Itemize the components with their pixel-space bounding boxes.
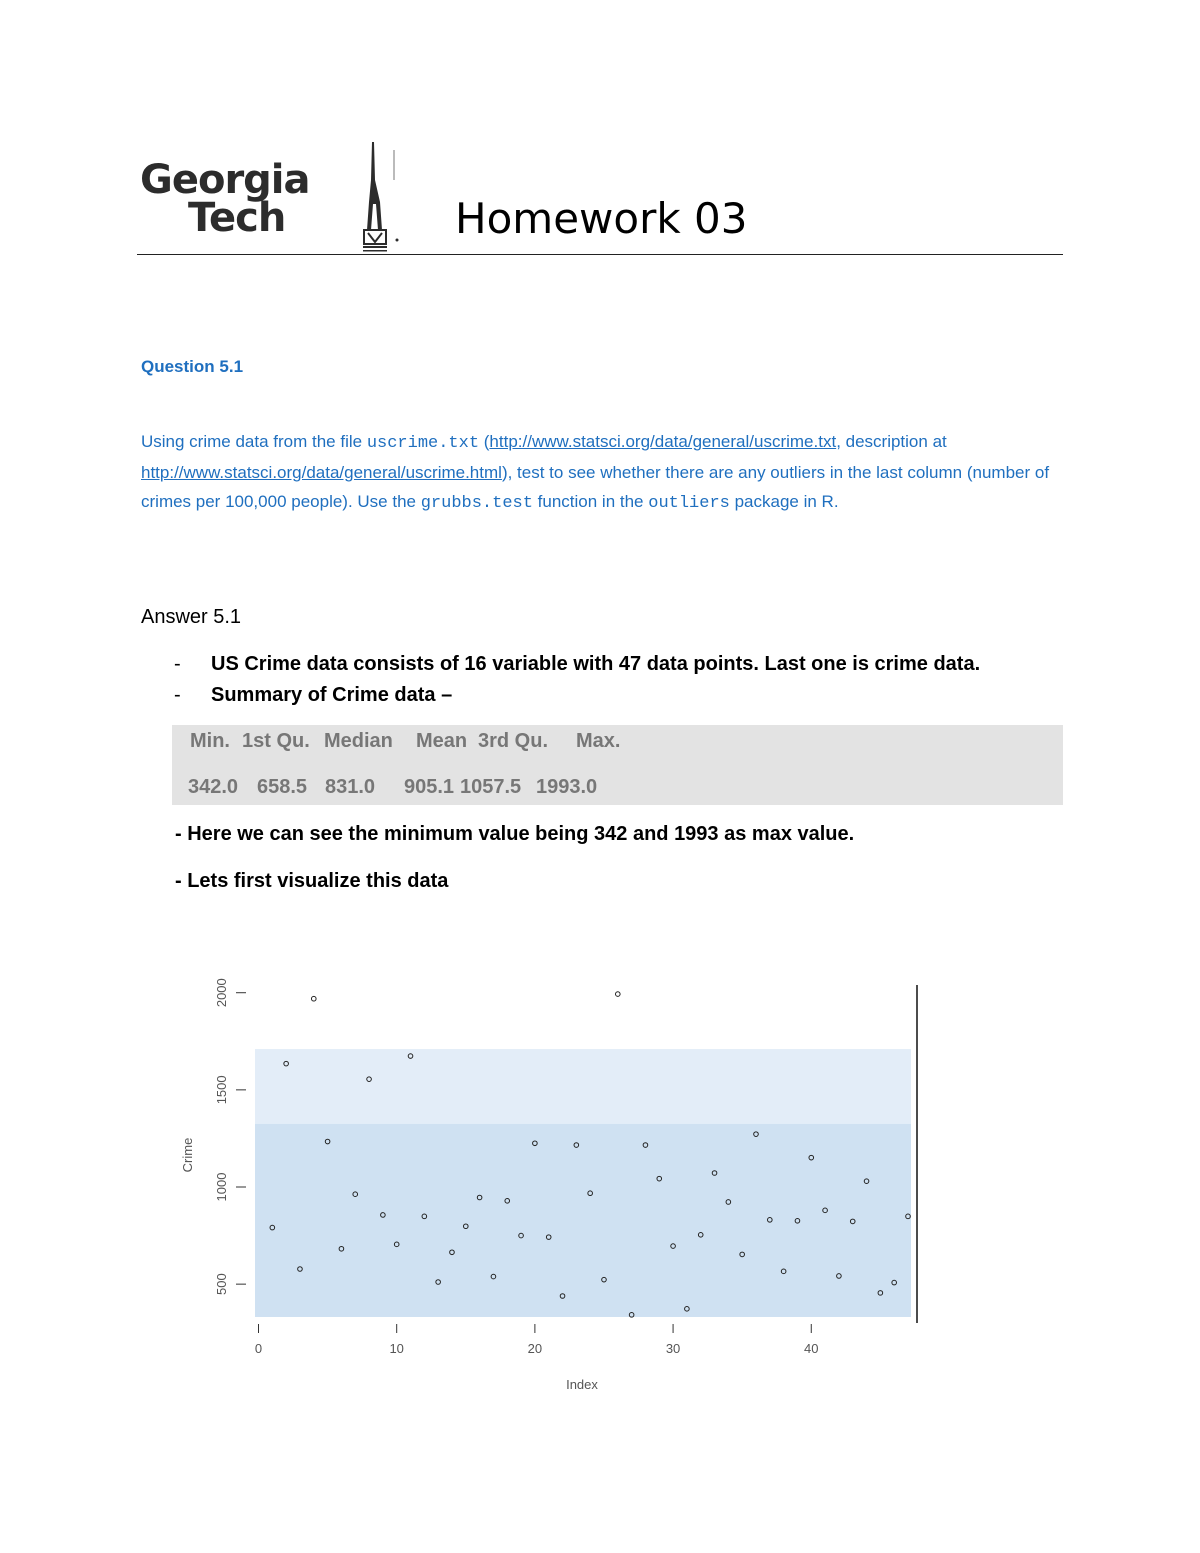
header-divider [137, 254, 1063, 255]
data-point [615, 992, 620, 997]
question-text [141, 427, 1071, 518]
summary-header-cell: Min. [190, 730, 230, 752]
x-axis-label: Index [566, 1377, 598, 1392]
summary-value-cell: 831.0 [325, 776, 376, 798]
question-text-part: , description at [836, 432, 947, 451]
file-name-code: uscrime.txt [366, 434, 480, 453]
visualize-note: - Lets first visualize this data [175, 870, 449, 892]
summary-value-cell: 658.5 [257, 776, 308, 798]
question-text-part: ), test to see whether there are any outliers in the last column (number of crimes per 100,000 people). Use the [141, 463, 1050, 511]
summary-output-box [172, 725, 1063, 805]
y-axis [214, 978, 246, 1295]
x-tick-label: 30 [665, 1341, 681, 1356]
list-item-text: US Crime data consists of 16 variable with 47 data points. Last one is crime data. [211, 653, 981, 675]
tech-tower-icon [354, 140, 404, 252]
summary-value-cell: 1993.0 [536, 776, 598, 798]
bullet-marker: - [174, 684, 181, 706]
summary-value-cell: 905.1 [404, 776, 455, 798]
summary-header-cell: 3rd Qu. [478, 730, 549, 752]
x-tick-label: 20 [527, 1341, 543, 1356]
y-tick-label: 500 [214, 1273, 229, 1295]
description-link[interactable]: http://www.statsci.org/data/general/uscrime.html [141, 463, 502, 482]
y-tick-label: 2000 [214, 978, 229, 1008]
list-item-text: Summary of Crime data – [211, 684, 453, 706]
question-heading: Question 5.1 [141, 357, 244, 376]
bullet-marker: - [174, 653, 181, 675]
question-text-part: function in the [532, 492, 649, 511]
function-code: grubbs.test [420, 494, 533, 513]
package-code: outliers [648, 494, 730, 513]
x-tick-label: 40 [804, 1341, 819, 1356]
question-text-part: ( [479, 432, 490, 451]
summary-header-cell: Max. [576, 730, 621, 752]
min-max-note: - Here we can see the minimum value being 342 and 1993 as max value. [175, 823, 855, 845]
y-tick-label: 1000 [214, 1172, 229, 1202]
summary-value-cell: 1057.5 [460, 776, 522, 798]
shaded-bands [255, 1049, 911, 1317]
y-tick-label: 1500 [214, 1075, 229, 1105]
answer-heading: Answer 5.1 [141, 606, 242, 628]
summary-value-row [188, 776, 606, 799]
y-axis-label: Crime [180, 1137, 195, 1173]
x-axis [255, 1324, 819, 1356]
logo-word-georgia: Georgia [140, 157, 310, 203]
x-tick-label: 10 [389, 1341, 404, 1356]
shaded-band [255, 1049, 911, 1124]
x-tick-label: 0 [254, 1341, 263, 1356]
summary-value-cell: 342.0 [188, 776, 239, 798]
shaded-band [255, 1124, 911, 1317]
summary-header-row [190, 730, 636, 753]
logo-word-tech: Tech [188, 195, 286, 241]
summary-header-cell: Median [324, 730, 393, 752]
question-text-part: package in R. [729, 492, 839, 511]
data-link[interactable]: http://www.statsci.org/data/general/uscrime.txt [489, 432, 837, 451]
georgia-tech-logo [140, 140, 410, 252]
homework-title: Homework 03 [455, 194, 748, 243]
data-point [311, 996, 316, 1001]
summary-header-cell: Mean [416, 730, 468, 752]
question-text-part: Using crime data from the file [141, 432, 367, 451]
summary-header-cell: 1st Qu. [242, 730, 310, 752]
crime-scatter-plot [170, 975, 930, 1405]
